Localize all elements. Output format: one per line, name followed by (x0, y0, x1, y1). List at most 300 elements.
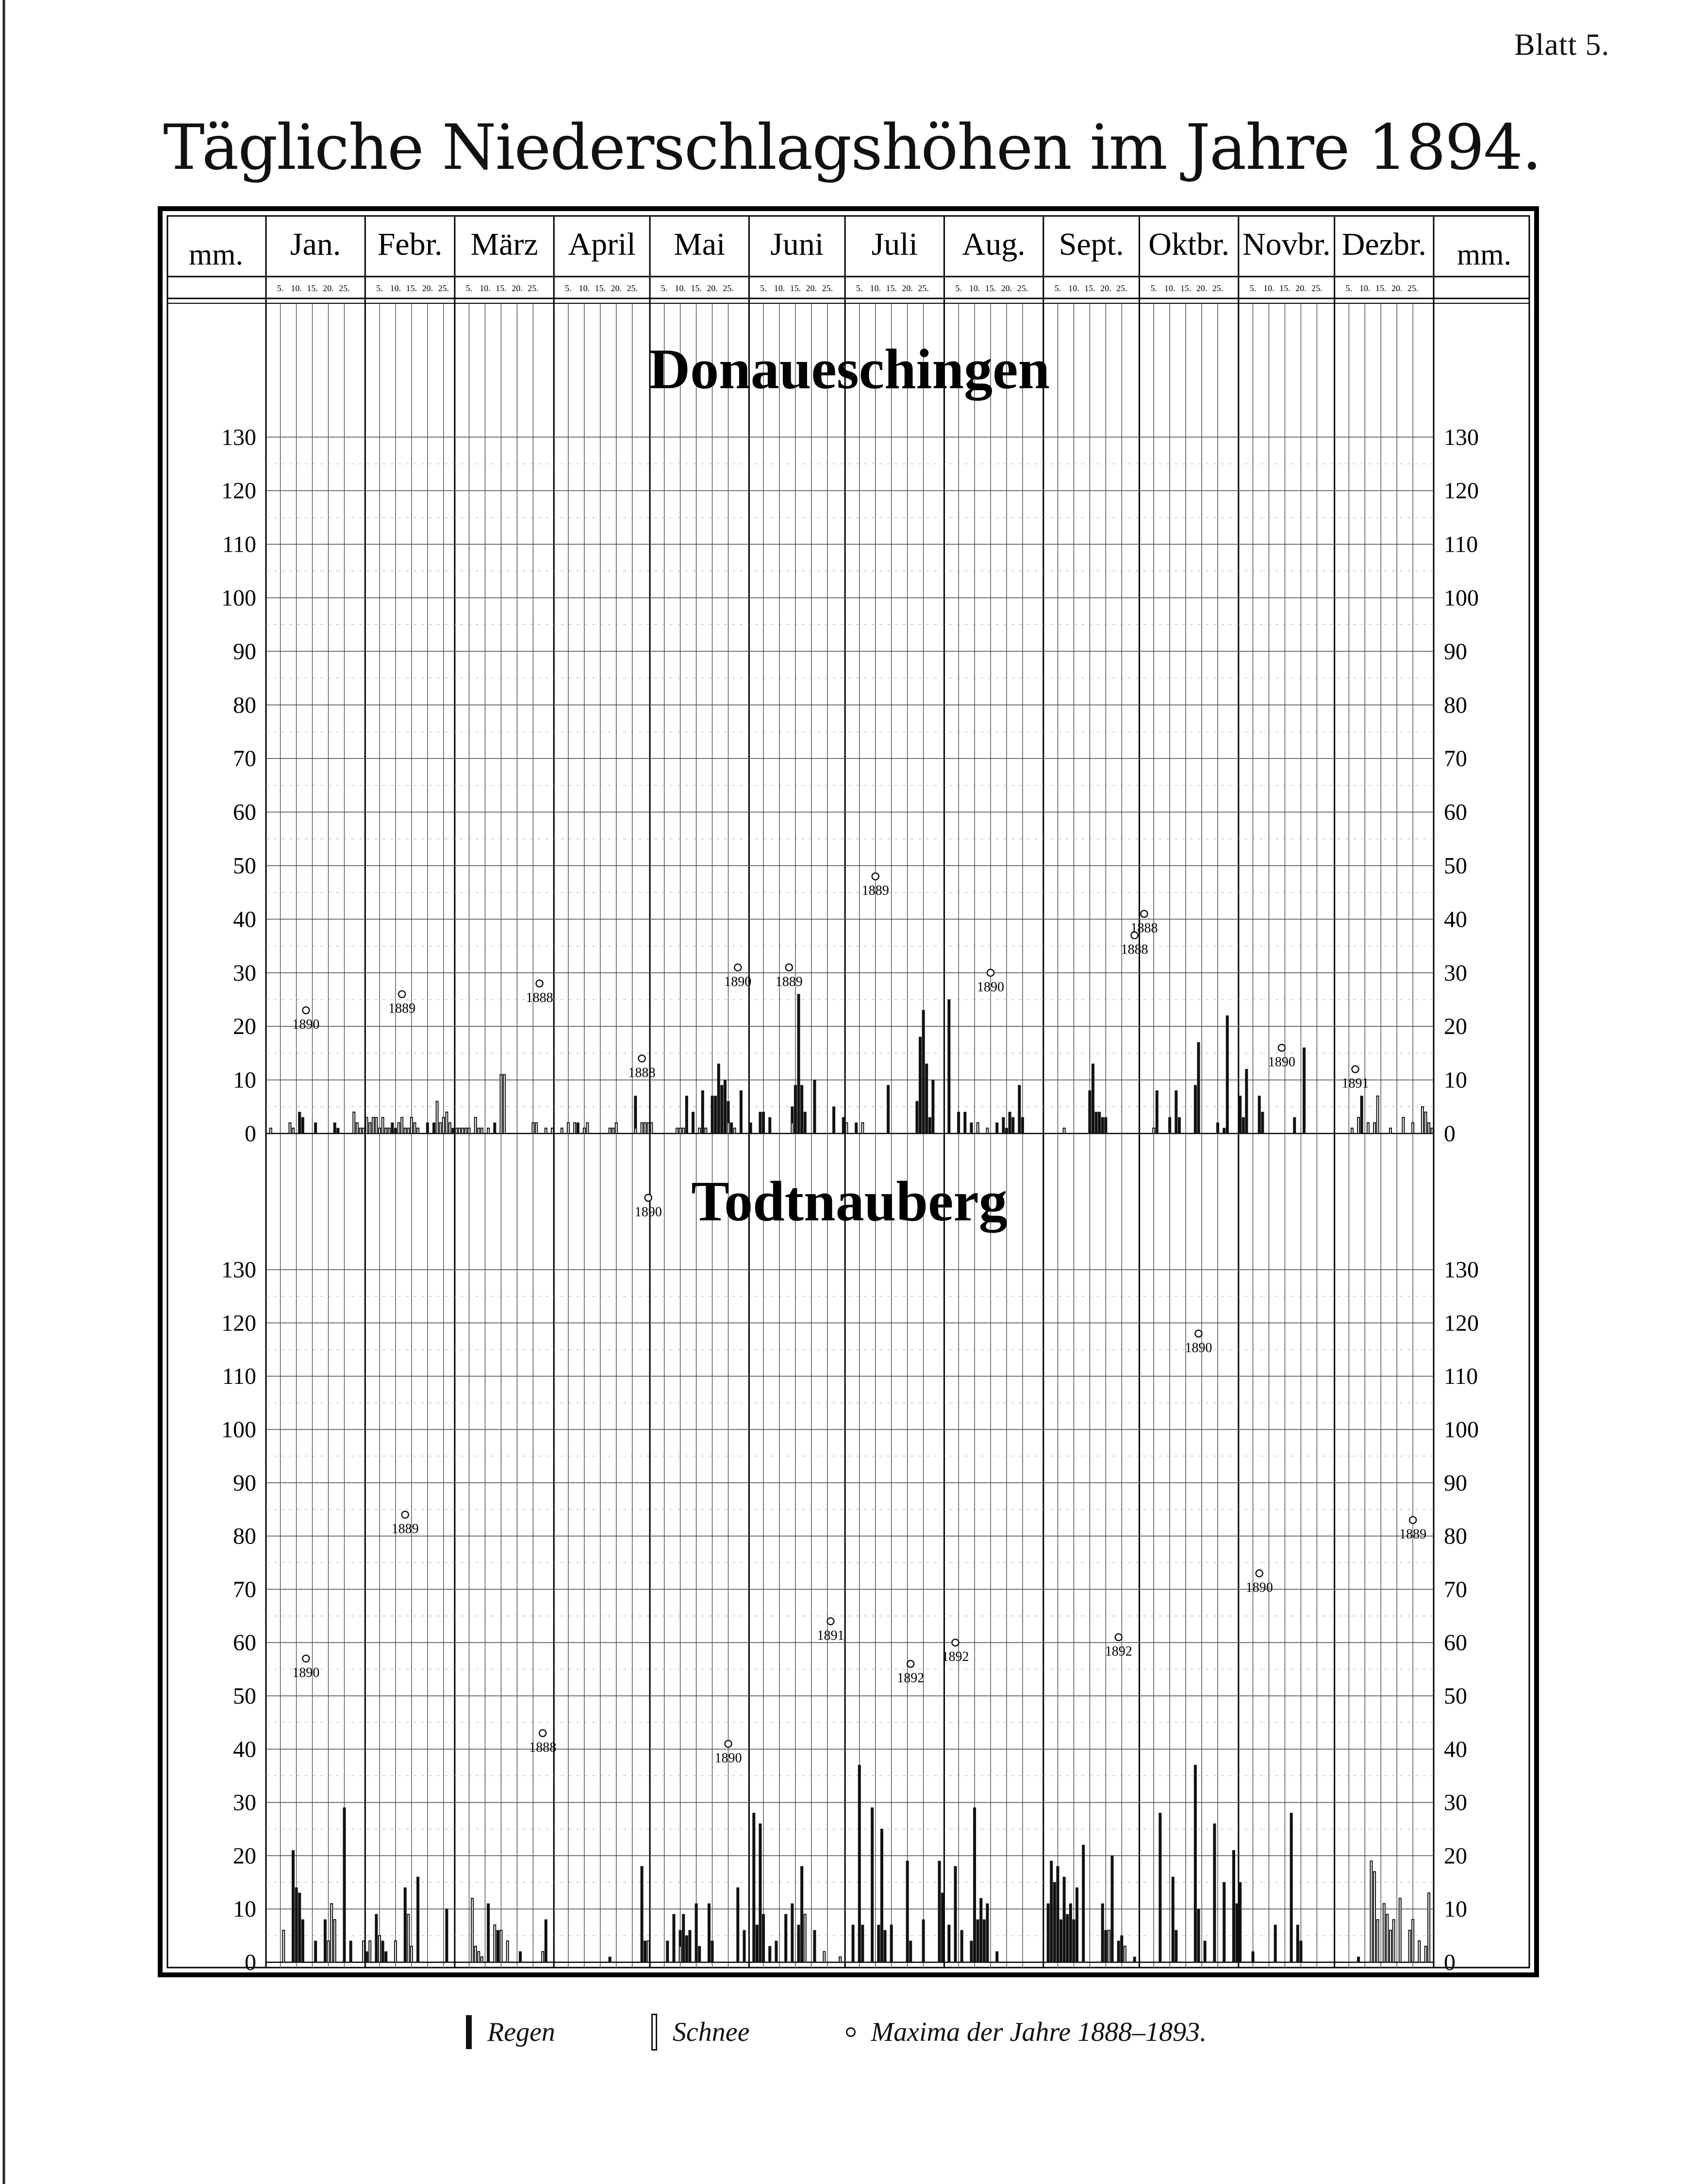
rain-bar (1101, 1117, 1104, 1133)
rain-bar (1121, 1936, 1123, 1962)
rain-bar (545, 1920, 547, 1962)
rain-bar (385, 1952, 387, 1962)
day-tick-label: 10. (480, 283, 491, 293)
day-tick-label: 25. (339, 283, 350, 293)
day-tick-label: 5. (760, 283, 767, 293)
snow-bar (372, 1117, 374, 1133)
maximum-marker (872, 873, 879, 880)
rain-bar (337, 1128, 339, 1133)
rain-bar (1105, 1117, 1107, 1133)
rain-bar (753, 1813, 755, 1962)
rain-bar (926, 1064, 928, 1133)
snow-bar (1418, 1941, 1420, 1962)
rain-bar (487, 1904, 490, 1962)
maximum-marker (786, 964, 793, 971)
y-tick-label-right: 120 (1444, 478, 1479, 504)
snow-bar (1373, 1872, 1375, 1962)
rain-bar (1357, 1957, 1360, 1962)
snow-bar (644, 1123, 646, 1133)
rain-bar (375, 1914, 378, 1962)
snow-bar (481, 1957, 483, 1962)
rain-bar (1197, 1042, 1200, 1133)
rain-bar (1156, 1091, 1158, 1133)
rain-bar (1258, 1096, 1260, 1133)
snow-bar (282, 1930, 284, 1962)
rain-bar (928, 1117, 931, 1133)
day-tick-label: 20. (1196, 283, 1208, 293)
snow-bar (977, 1123, 979, 1133)
month-label: Oktbr. (1148, 227, 1230, 262)
rain-bar (519, 1952, 522, 1962)
maximum-year-label: 1889 (388, 1001, 416, 1016)
snow-bar (650, 1123, 652, 1133)
rain-bar (1252, 1952, 1254, 1962)
rain-bar (1236, 1904, 1238, 1962)
rain-bar (1169, 1117, 1171, 1133)
sheet-number: Blatt 5. (1514, 27, 1610, 62)
snow-bar (574, 1123, 576, 1133)
snow-bar (478, 1128, 480, 1133)
day-tick-label: 10. (1164, 283, 1175, 293)
y-tick-label-right: 50 (1444, 853, 1467, 879)
rain-bar (1296, 1925, 1299, 1962)
snow-bar (455, 1128, 457, 1133)
rain-bar (292, 1850, 295, 1962)
snow-bar (1412, 1123, 1414, 1133)
rain-bar (861, 1925, 864, 1962)
snow-bar (535, 1123, 537, 1133)
day-tick-label: 10. (390, 283, 401, 293)
rain-bar (324, 1920, 326, 1962)
day-tick-label: 20. (323, 283, 334, 293)
chart-inner-frame (167, 216, 1529, 1968)
maximum-marker (987, 969, 994, 976)
y-tick-label-left: 100 (221, 585, 256, 611)
rain-bar (1303, 1048, 1306, 1133)
rain-bar (932, 1080, 934, 1133)
maximum-marker (539, 1730, 546, 1737)
rain-bar (1095, 1112, 1097, 1133)
rain-bar (404, 1888, 406, 1962)
maximum-year-label: 1892 (942, 1649, 969, 1665)
snow-bar (375, 1117, 377, 1133)
rain-bar (948, 1000, 950, 1133)
day-tick-label: 5. (465, 283, 473, 293)
snow-bar (395, 1941, 397, 1962)
maximum-year-label: 1890 (977, 979, 1005, 995)
maximum-year-label: 1889 (861, 883, 889, 899)
y-tick-label-right: 40 (1444, 1736, 1467, 1762)
y-tick-label-left: 30 (233, 960, 256, 986)
rain-bar (1105, 1930, 1107, 1962)
snow-bar (986, 1128, 988, 1133)
rain-bar (1111, 1856, 1113, 1962)
snow-bar (545, 1128, 547, 1133)
rain-bar (813, 1930, 816, 1962)
bar-series (270, 994, 1433, 1962)
y-tick-label-left: 100 (221, 1417, 256, 1443)
snow-bar (679, 1128, 681, 1133)
maximum-marker (725, 1741, 732, 1747)
rain-bar (890, 1925, 893, 1962)
snow-bar (1370, 1861, 1372, 1962)
snow-bar (503, 1075, 505, 1133)
snow-bar (804, 1914, 806, 1962)
rain-bar (960, 1930, 963, 1962)
snow-bar (839, 1957, 841, 1962)
snow-bar (647, 1123, 649, 1133)
rain-bar (666, 1941, 669, 1962)
maximum-year-label: 1889 (1399, 1527, 1427, 1542)
rain-bar (641, 1866, 643, 1962)
day-tick-label: 20. (707, 283, 718, 293)
rain-bar (756, 1925, 758, 1962)
snow-bar (356, 1123, 358, 1133)
y-tick-label-right: 90 (1444, 1470, 1467, 1496)
y-tick-label-right: 130 (1444, 1257, 1479, 1283)
snow-bar (385, 1128, 387, 1133)
snow-bar (363, 1128, 364, 1133)
rain-bar (884, 1930, 886, 1962)
month-label: Febr. (377, 227, 443, 262)
day-tick-label: 25. (438, 283, 449, 293)
rain-bar (298, 1112, 301, 1133)
snow-bar (475, 1117, 477, 1133)
day-tick-label: 15. (1279, 283, 1290, 293)
rain-bar (737, 1888, 739, 1962)
rain-bar (980, 1898, 982, 1962)
rain-bar (1204, 1941, 1206, 1962)
chart-frame (160, 209, 1537, 1975)
rain-bar (433, 1123, 435, 1133)
rain-bar (797, 1925, 800, 1962)
legend-snow-label: Schnee (672, 2017, 750, 2047)
rain-bar (976, 1920, 979, 1962)
y-tick-label-right: 10 (1444, 1896, 1467, 1922)
rain-bar (922, 1010, 925, 1133)
rain-bar (301, 1920, 304, 1962)
day-tick-label: 15. (1084, 283, 1095, 293)
snow-bar (363, 1941, 364, 1962)
rain-bar (804, 1112, 806, 1133)
rain-bar (381, 1941, 384, 1962)
rain-bar (609, 1957, 611, 1962)
y-tick-label-left: 130 (221, 1257, 256, 1283)
rain-bar (682, 1914, 685, 1962)
day-tick-label: 25. (1407, 283, 1419, 293)
rain-bar (494, 1123, 496, 1133)
rain-bar (1117, 1941, 1120, 1962)
rain-bar (1021, 1117, 1024, 1133)
rain-bar (714, 1096, 717, 1133)
grid-lines (266, 216, 1434, 1968)
day-tick-label: 25. (918, 283, 929, 293)
snow-bar (698, 1128, 700, 1133)
day-tick-label: 10. (870, 283, 881, 293)
month-label: Juni (770, 227, 824, 262)
y-tick-label-right: 20 (1444, 1843, 1467, 1869)
day-tick-label: 15. (691, 283, 702, 293)
day-tick-label: 25. (723, 283, 734, 293)
day-tick-label: 25. (1017, 283, 1028, 293)
y-tick-label-left: 120 (221, 478, 256, 504)
maximum-marker (1115, 1634, 1122, 1641)
y-tick-label-right: 90 (1444, 639, 1467, 665)
y-tick-label-right: 100 (1444, 1417, 1479, 1443)
y-tick-label-left: 30 (233, 1790, 256, 1816)
snow-bar (353, 1112, 355, 1133)
rain-bar (717, 1064, 720, 1133)
rain-bar (887, 1085, 890, 1133)
rain-bar (1009, 1112, 1011, 1133)
snow-bar (359, 1128, 361, 1133)
snow-bar (551, 1128, 553, 1133)
rain-bar (1053, 1882, 1056, 1962)
rain-bar (730, 1123, 733, 1133)
maximum-year-label: 1890 (724, 974, 752, 989)
day-tick-label: 20. (902, 283, 913, 293)
snow-bar (388, 1128, 390, 1133)
day-tick-label: 25. (1116, 283, 1127, 293)
snow-bar (481, 1128, 483, 1133)
snow-bar (411, 1117, 413, 1133)
snow-bar (471, 1898, 473, 1962)
rain-bar (692, 1112, 695, 1133)
snow-bar (1409, 1930, 1411, 1962)
snow-bar (845, 1123, 847, 1133)
snow-bar (728, 1123, 729, 1133)
rain-bar (685, 1096, 688, 1133)
rain-bar (1002, 1117, 1005, 1133)
rain-bar (974, 1808, 976, 1962)
snow-bar (436, 1101, 438, 1133)
rain-bar (426, 1123, 429, 1133)
day-tick-label: 15. (496, 283, 507, 293)
rain-bar (759, 1824, 761, 1962)
snow-bar (1428, 1893, 1430, 1962)
rain-legend-icon (466, 2015, 472, 2049)
rain-bar (1060, 1920, 1062, 1962)
day-tick-label: 15. (406, 283, 417, 293)
snow-bar (478, 1952, 480, 1962)
rain-bar (1197, 1909, 1200, 1962)
snow-bar (609, 1128, 611, 1133)
y-tick-label-right: 120 (1444, 1310, 1479, 1336)
rain-bar (1012, 1117, 1014, 1133)
snow-bar (334, 1920, 336, 1962)
snow-bar (468, 1128, 470, 1133)
rain-bar (852, 1925, 854, 1962)
y-tick-label-left: 20 (233, 1014, 256, 1040)
maximum-marker (302, 1655, 309, 1662)
month-label: Sept. (1059, 227, 1124, 262)
day-tick-label: 10. (1263, 283, 1274, 293)
rain-bar (343, 1808, 346, 1962)
snow-bar (459, 1128, 461, 1133)
rain-bar (797, 994, 800, 1133)
month-label: Dezbr. (1341, 227, 1426, 262)
snow-bar (379, 1936, 381, 1962)
rain-bar (858, 1765, 860, 1962)
rain-bar (496, 1930, 499, 1962)
rain-bar (446, 1909, 448, 1962)
rain-bar (1172, 1877, 1174, 1962)
rain-bar (970, 1123, 973, 1133)
y-tick-label-right: 40 (1444, 906, 1467, 933)
rain-bar (1194, 1085, 1196, 1133)
rain-bar (1293, 1117, 1296, 1133)
snow-bar (446, 1112, 447, 1133)
rain-bar (301, 1117, 304, 1133)
y-tick-label-right: 20 (1444, 1014, 1467, 1040)
snow-bar (586, 1123, 588, 1133)
rain-bar (964, 1112, 966, 1133)
day-tick-label: 15. (1180, 283, 1191, 293)
maximum-marker (907, 1660, 914, 1667)
y-tick-label-right: 70 (1444, 1576, 1467, 1603)
maximum-marker (827, 1618, 834, 1625)
day-tick-label: 5. (565, 283, 572, 293)
day-tick-label: 10. (579, 283, 590, 293)
rain-bar (743, 1930, 745, 1962)
snow-bar (369, 1941, 371, 1962)
day-tick-label: 10. (675, 283, 686, 293)
snow-bar (705, 1128, 707, 1133)
y-tick-label-right: 100 (1444, 585, 1479, 611)
snow-bar (1377, 1920, 1379, 1962)
day-tick-label: 15. (790, 283, 801, 293)
rain-bar (417, 1877, 419, 1962)
month-label: März (470, 227, 538, 262)
snow-bar (1422, 1107, 1423, 1133)
maximum-marker (398, 991, 405, 998)
rain-bar (365, 1952, 368, 1962)
day-tick-label: 25. (1212, 283, 1224, 293)
rain-bar (1290, 1813, 1292, 1962)
rain-bar (970, 1941, 973, 1962)
snow-bar (1425, 1946, 1427, 1962)
rain-bar (1057, 1866, 1059, 1962)
snow-bar (823, 1952, 825, 1962)
maximum-marker (1195, 1330, 1202, 1337)
snow-bar (682, 1128, 684, 1133)
maximum-marker (1352, 1066, 1359, 1073)
rain-bar (1082, 1845, 1085, 1962)
rain-bar (1360, 1096, 1363, 1133)
day-tick-label: 20. (422, 283, 433, 293)
rain-bar (1089, 1091, 1091, 1133)
snow-bar (734, 1128, 736, 1133)
snow-bar (1402, 1117, 1404, 1133)
rain-bar (759, 1112, 761, 1133)
y-tick-label-left: 90 (233, 639, 256, 665)
maximum-year-label: 1889 (775, 974, 803, 989)
snow-bar (465, 1128, 467, 1133)
rain-bar (394, 1128, 397, 1133)
rain-bar (942, 1893, 944, 1962)
snow-bar (1108, 1930, 1110, 1962)
rain-bar (986, 1904, 989, 1962)
y-tick-label-left: 60 (233, 799, 256, 825)
y-tick-label-left: 80 (233, 1523, 256, 1549)
snow-bar (414, 1123, 416, 1133)
snow-bar (791, 1123, 793, 1133)
snow-bar (439, 1123, 441, 1133)
day-tick-label: 15. (1375, 283, 1387, 293)
month-label: Mai (674, 227, 726, 262)
rain-bar (769, 1117, 771, 1133)
snow-bar (567, 1123, 569, 1133)
rain-bar (1223, 1128, 1225, 1133)
y-tick-label-left: 110 (222, 531, 256, 558)
snow-bar (382, 1117, 384, 1133)
maximum-year-label: 1892 (1105, 1644, 1132, 1659)
rain-bar (1274, 1925, 1276, 1962)
maximum-year-label: 1890 (714, 1750, 742, 1766)
snow-bar (407, 1128, 409, 1133)
rain-bar (762, 1112, 765, 1133)
snow-bar (1357, 1117, 1359, 1133)
day-tick-label: 20. (1001, 283, 1012, 293)
day-tick-label: 5. (277, 283, 284, 293)
rain-bar (1239, 1096, 1241, 1133)
rain-bar (1073, 1920, 1075, 1962)
rain-bar (1194, 1765, 1196, 1962)
rain-bar (922, 1920, 925, 1962)
snow-bar (331, 1904, 332, 1962)
rain-bar (391, 1123, 394, 1133)
rain-bar (1213, 1824, 1216, 1962)
snow-bar (1153, 1128, 1155, 1133)
y-tick-label-right: 80 (1444, 692, 1467, 718)
snow-bar (500, 1930, 502, 1962)
maximum-year-label: 1890 (292, 1665, 320, 1681)
rain-bar (1239, 1882, 1241, 1962)
snow-bar (462, 1128, 463, 1133)
chart-title: Tägliche Niederschlagshöhen im Jahre 1894. (163, 112, 1541, 184)
rain-bar (842, 1117, 844, 1133)
snow-bar (1383, 1904, 1385, 1962)
rain-bar (948, 1925, 950, 1962)
month-label: Aug. (962, 227, 1026, 262)
day-tick-label: 10. (291, 283, 302, 293)
rain-bar (791, 1904, 794, 1962)
y-tick-label-right: 130 (1444, 424, 1479, 450)
rain-bar (996, 1123, 998, 1133)
snow-bar (647, 1941, 649, 1962)
y-tick-label-left: 10 (233, 1896, 256, 1922)
legend-rain-label: Regen (487, 2017, 555, 2047)
rain-bar (1076, 1888, 1078, 1962)
day-tick-label: 25. (822, 283, 833, 293)
rain-bar (958, 1112, 960, 1133)
snow-bar (634, 1128, 636, 1133)
rain-bar (794, 1085, 796, 1133)
day-tick-label: 10. (774, 283, 785, 293)
day-tick-label: 10. (1359, 283, 1371, 293)
rain-bar (1178, 1117, 1180, 1133)
rain-bar (785, 1914, 787, 1962)
rain-bar (983, 1920, 985, 1962)
snow-bar (411, 1946, 413, 1962)
y-axis-right (1444, 425, 1479, 1975)
maximum-marker (536, 980, 543, 987)
y-tick-label-left: 50 (233, 853, 256, 879)
day-tick-label: 5. (1249, 283, 1257, 293)
station-title-donaueschingen: Donaueschingen (648, 337, 1050, 401)
y-tick-label-right: 60 (1444, 799, 1467, 825)
rain-bar (1233, 1850, 1235, 1962)
